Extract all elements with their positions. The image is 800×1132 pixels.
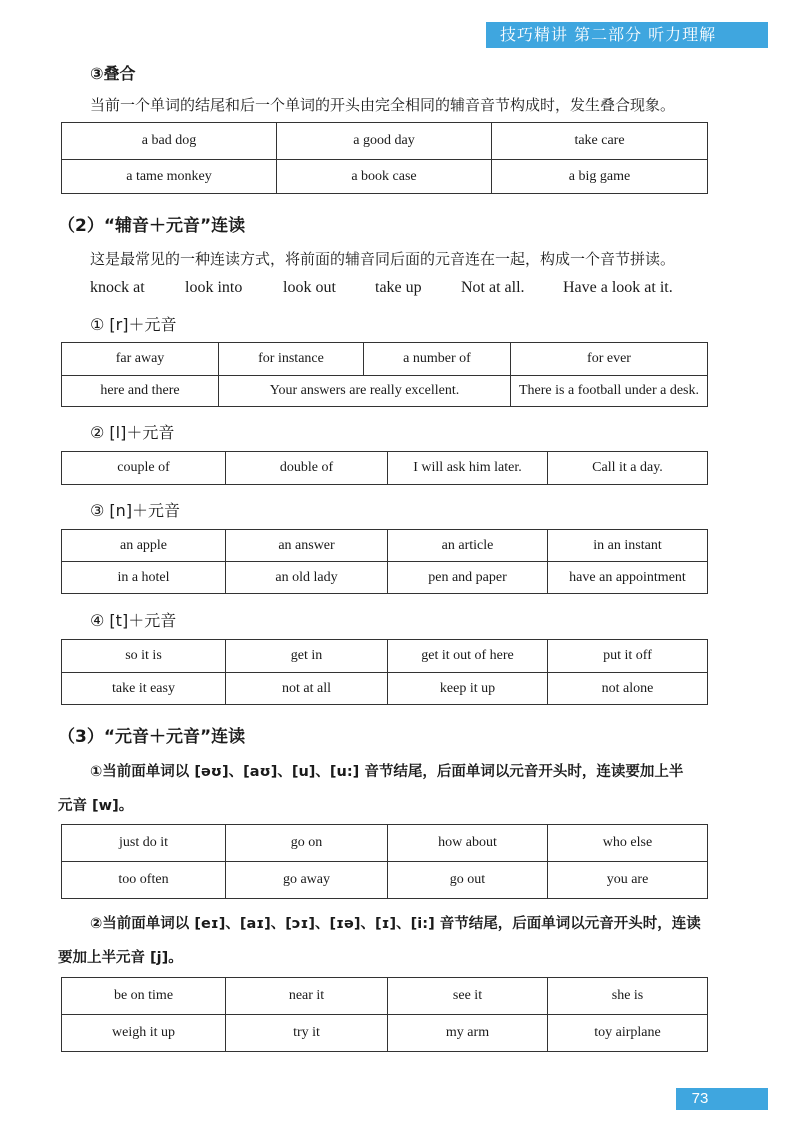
table-cell: toy airplane	[548, 1015, 708, 1052]
table-cell: near it	[226, 978, 388, 1015]
l-table	[61, 451, 708, 485]
r-table	[61, 342, 708, 407]
example-phrase: Have a look at it.	[563, 279, 673, 296]
example-phrase: look into	[185, 279, 243, 296]
table-row	[62, 862, 708, 899]
table-cell: not at all	[226, 673, 388, 705]
table-cell: too often	[62, 862, 226, 899]
table-cell: take it easy	[62, 673, 226, 705]
j-table	[61, 977, 708, 1052]
overlap-heading: ③叠合	[90, 64, 136, 83]
example-phrase: Not at all.	[461, 279, 525, 296]
table-row	[62, 376, 708, 407]
header-title: 技巧精讲 第二部分 听力理解	[500, 25, 717, 44]
table-cell: get in	[226, 640, 388, 673]
table-cell: how about	[388, 825, 548, 862]
table-cell: keep it up	[388, 673, 548, 705]
w-description-line2: 元音 [w]。	[58, 798, 134, 814]
overlap-table	[61, 122, 708, 194]
table-cell: far away	[62, 343, 219, 376]
example-phrase: look out	[283, 279, 336, 296]
table-cell: a bad dog	[62, 123, 277, 160]
table-cell: my arm	[388, 1015, 548, 1052]
w-description-line1: ①当前面单词以 [əʊ]、[aʊ]、[u]、[u:] 音节结尾，后面单词以元音开头时，连读要加上半	[90, 764, 684, 780]
table-row	[62, 1015, 708, 1052]
n-table	[61, 529, 708, 594]
table-cell: Your answers are really excellent.	[219, 376, 511, 407]
table-cell: get it out of here	[388, 640, 548, 673]
table-cell: go on	[226, 825, 388, 862]
table-row	[62, 825, 708, 862]
table-cell: go out	[388, 862, 548, 899]
table-cell: go away	[226, 862, 388, 899]
table-cell: see it	[388, 978, 548, 1015]
t-table	[61, 639, 708, 705]
table-cell: a big game	[492, 160, 708, 194]
table-cell: for instance	[219, 343, 364, 376]
page-number: 73	[691, 1090, 709, 1107]
table-row	[62, 978, 708, 1015]
table-cell: in a hotel	[62, 562, 226, 594]
table-cell: an answer	[226, 530, 388, 562]
table-cell: you are	[548, 862, 708, 899]
table-row	[62, 673, 708, 705]
t-heading: ④ [t]＋元音	[90, 611, 177, 630]
table-cell: be on time	[62, 978, 226, 1015]
table-cell: couple of	[62, 452, 226, 485]
table-cell: pen and paper	[388, 562, 548, 594]
w-table	[61, 824, 708, 899]
overlap-description: 当前一个单词的结尾和后一个单词的开头由完全相同的辅音音节构成时，发生叠合现象。	[90, 96, 676, 114]
l-heading: ② [l]＋元音	[90, 423, 175, 442]
table-row	[62, 640, 708, 673]
example-phrase: knock at	[90, 279, 145, 296]
table-cell: here and there	[62, 376, 219, 407]
table-cell: take care	[492, 123, 708, 160]
r-heading: ① [r]＋元音	[90, 315, 177, 334]
table-row	[62, 452, 708, 485]
table-cell: put it off	[548, 640, 708, 673]
table-cell: an apple	[62, 530, 226, 562]
table-cell: weigh it up	[62, 1015, 226, 1052]
table-cell: not alone	[548, 673, 708, 705]
table-cell: just do it	[62, 825, 226, 862]
j-description-line1: ②当前面单词以 [eɪ]、[aɪ]、[ɔɪ]、[ɪə]、[ɪ]、[i:] 音节结尾，后面单词以元音开头时，连读	[90, 916, 701, 932]
table-row	[62, 562, 708, 594]
example-phrase: take up	[375, 279, 422, 296]
table-cell: try it	[226, 1015, 388, 1052]
j-description-line2: 要加上半元音 [j]。	[58, 950, 183, 966]
table-cell: for ever	[511, 343, 708, 376]
table-cell: in an instant	[548, 530, 708, 562]
section2-heading: （2）“辅音＋元音”连读	[58, 216, 246, 236]
table-row	[62, 160, 708, 194]
table-cell: a number of	[364, 343, 511, 376]
section2-description: 这是最常见的一种连读方式，将前面的辅音同后面的元音连在一起，构成一个音节拼读。	[90, 250, 676, 268]
table-cell: I will ask him later.	[388, 452, 548, 485]
table-cell: an old lady	[226, 562, 388, 594]
table-cell: double of	[226, 452, 388, 485]
table-cell: Call it a day.	[548, 452, 708, 485]
table-cell: an article	[388, 530, 548, 562]
table-cell: she is	[548, 978, 708, 1015]
table-row	[62, 123, 708, 160]
table-cell: a good day	[277, 123, 492, 160]
table-cell: a book case	[277, 160, 492, 194]
table-cell: who else	[548, 825, 708, 862]
table-row	[62, 530, 708, 562]
n-heading: ③ [n]＋元音	[90, 501, 181, 520]
table-row	[62, 343, 708, 376]
section3-heading: （3）“元音＋元音”连读	[58, 727, 246, 747]
table-cell: so it is	[62, 640, 226, 673]
table-cell: a tame monkey	[62, 160, 277, 194]
table-cell: There is a football under a desk.	[511, 376, 708, 407]
table-cell: have an appointment	[548, 562, 708, 594]
